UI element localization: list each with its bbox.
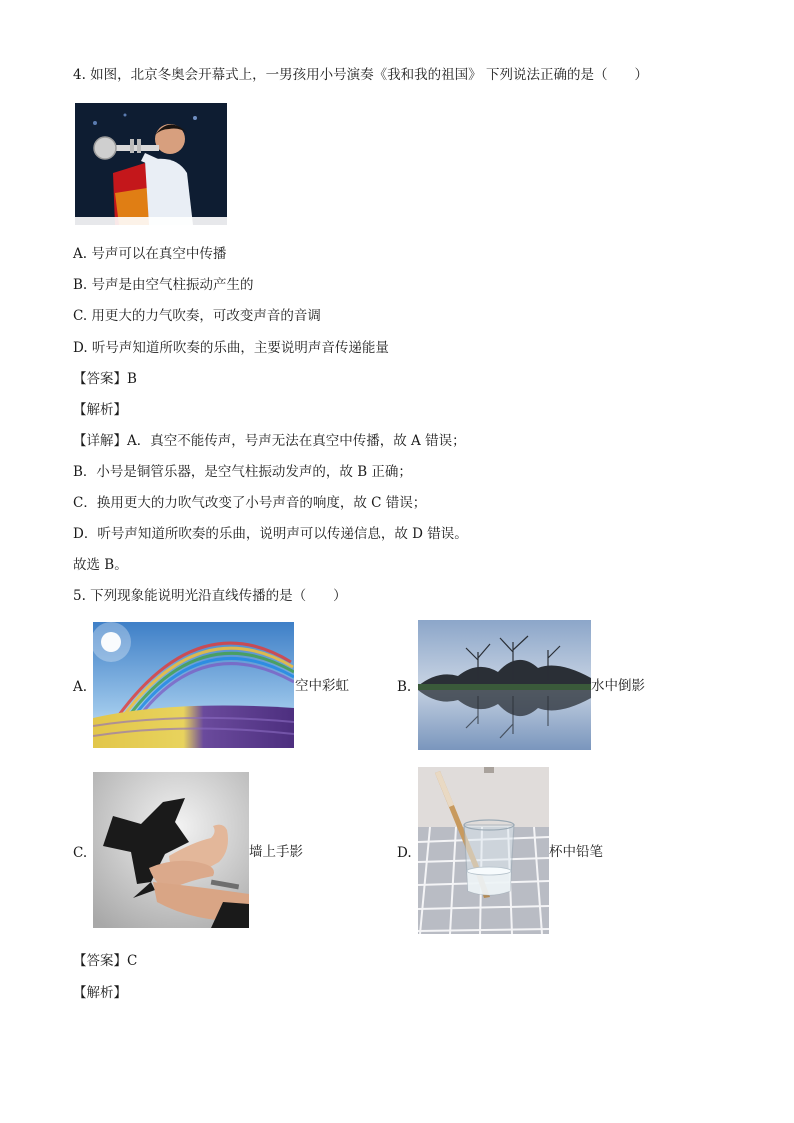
q4-detail-c: C．换用更大的力吹气改变了小号声音的响度，故 C 错误；	[73, 495, 427, 511]
q4-option-b: B. 号声是由空气柱振动产生的	[73, 277, 254, 293]
q5-option-a-caption: 空中彩虹	[295, 678, 349, 694]
q4-detail-b: B．小号是铜管乐器，是空气柱振动发声的，故 B 正确；	[73, 464, 412, 480]
q4-detail-d: D．听号声知道所吹奏的乐曲，说明声可以传递信息，故 D 错误。	[73, 526, 468, 542]
q4-answer: 【答案】B	[73, 371, 137, 387]
hand-shadow-photo	[93, 772, 249, 928]
q5-option-d-caption: 杯中铅笔	[549, 844, 603, 860]
q4-option-a: A. 号声可以在真空中传播	[73, 246, 227, 262]
q4-option-c: C. 用更大的力气吹奏，可改变声音的音调	[73, 308, 321, 324]
q5-option-c-letter: C.	[73, 845, 88, 861]
q5-option-b-caption: 水中倒影	[591, 678, 645, 694]
q5-option-b-letter: B.	[397, 679, 412, 695]
q5-answer: 【答案】C	[73, 953, 138, 969]
q5-stem: 5. 下列现象能说明光沿直线传播的是（ ）	[73, 588, 347, 604]
q4-detail-a: 【详解】A．真空不能传声，号声无法在真空中传播，故 A 错误；	[73, 433, 466, 449]
q5-option-d-letter: D.	[397, 845, 412, 861]
q4-analysis-label: 【解析】	[73, 402, 127, 418]
trumpet-boy-photo	[75, 103, 227, 225]
q4-stem: 4. 如图，北京冬奥会开幕式上，一男孩用小号演奏《我和我的祖国》 下列说法正确的是（ ）	[73, 67, 648, 83]
q5-option-c-caption: 墙上手影	[249, 844, 303, 860]
q5-analysis-label: 【解析】	[73, 985, 127, 1001]
q5-option-a-letter: A.	[73, 679, 88, 695]
water-reflection-photo	[418, 620, 591, 750]
pencil-in-cup-photo	[418, 767, 549, 934]
q4-option-d: D. 听号声知道所吹奏的乐曲，主要说明声音传递能量	[73, 340, 389, 356]
rainbow-photo	[93, 622, 294, 748]
q4-conclusion: 故选 B。	[73, 557, 128, 573]
